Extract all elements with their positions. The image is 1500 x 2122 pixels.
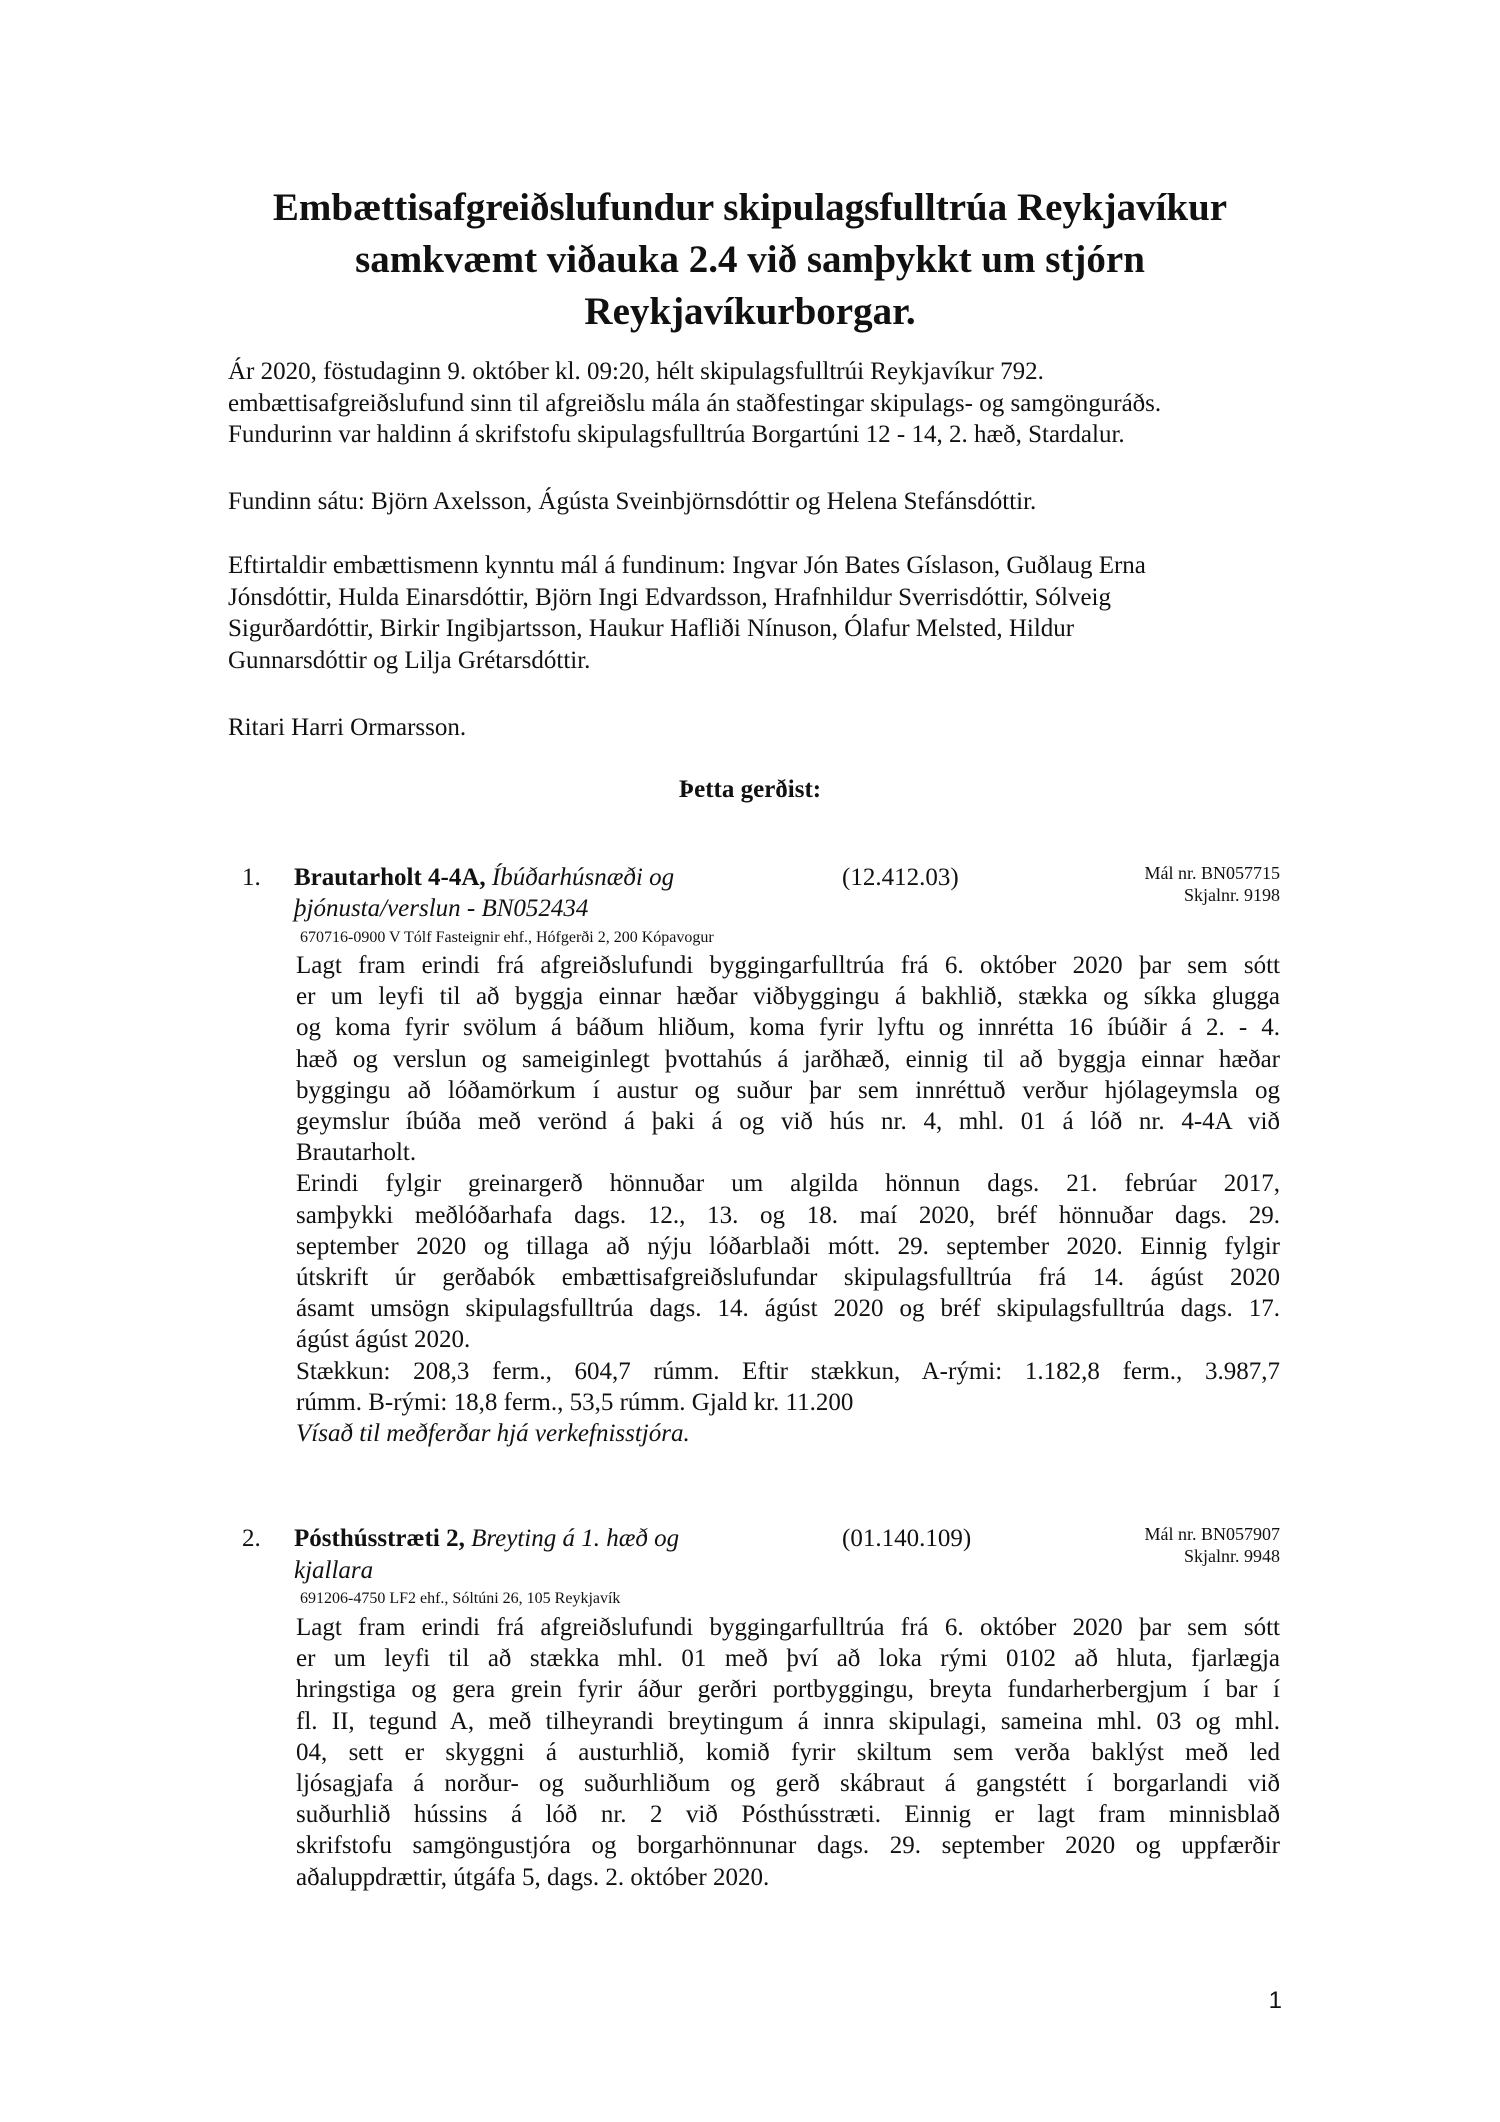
case-number: Mál nr. BN057907: [1144, 1524, 1280, 1544]
intro-paragraph: [228, 356, 1308, 451]
body-line: Stækkun: 208,3 ferm., 604,7 rúmm. Eftir stækkun, A-rými: 1.182,8 ferm., 3.987,7: [296, 1357, 1280, 1385]
item-subject-cont: kjallara: [294, 1557, 374, 1584]
item-subject: Íbúðarhúsnæði og: [491, 864, 675, 891]
item-number: 2.: [242, 1525, 261, 1552]
land-number: (01.140.109): [842, 1525, 972, 1552]
body-line: rúmm. B-rými: 18,8 ferm., 53,5 rúmm. Gjald kr. 11.200: [296, 1388, 854, 1416]
land-number: (12.412.03): [842, 864, 959, 891]
item-heading: [294, 862, 674, 894]
item-number: 1.: [242, 864, 261, 891]
officials-line: Jónsdóttir, Hulda Einarsdóttir, Björn Ingi Edvardsson, Hrafnhildur Sverrisdóttir, Sólveig: [228, 583, 1112, 611]
attendees-line: Fundinn sátu: Björn Axelsson, Ágústa Sveinbjörnsdóttir og Helena Stefánsdóttir.: [228, 488, 1037, 515]
document-number: Skjalnr. 9198: [1183, 885, 1280, 905]
officials-paragraph: [228, 550, 1308, 676]
body-line: fl. II, tegund A, með tilheyrandi breytingum á innra skipulagi, sameina mhl. 03 og mhl.: [296, 1707, 1280, 1735]
item-subject-cont: þjónusta/verslun - BN052434: [294, 895, 589, 922]
intro-line: Fundurinn var haldinn á skrifstofu skipulagsfulltrúa Borgartúni 12 - 14, 2. hæð, Stardalur.: [228, 421, 1125, 448]
body-line: Lagt fram erindi frá afgreiðslufundi byggingarfulltrúa frá 6. október 2020 þar sem sótt: [296, 1614, 1280, 1641]
item-body: [296, 1612, 1280, 1893]
body-line: hæð og verslun og sameiginlegt þvottahús á jarðhæð, einnig til að byggja einnar hæðar: [296, 1045, 1280, 1073]
document-number: Skjalnr. 9948: [1183, 1546, 1280, 1566]
body-line: skrifstofu samgöngustjóra og borgarhönnunar dags. 29. september 2020 og uppfærðir: [296, 1832, 1280, 1860]
item-heading-cont: [294, 1555, 373, 1587]
title-line: samkvæmt viðauka 2.4 við samþykkt um stjórn: [355, 238, 1145, 281]
body-line: aðaluppdrættir, útgáfa 5, dags. 2. október 2020.: [296, 1863, 770, 1891]
body-line: er um leyfi til að byggja einnar hæðar viðbyggingu á bakhlið, stækka og síkka glugga: [296, 983, 1280, 1011]
item-heading: [294, 1523, 679, 1555]
attendees-paragraph: [228, 486, 1308, 518]
page-number: 1: [1268, 1987, 1282, 2014]
body-line: hringstiga og gera grein fyrir áður gerðri portbyggingu, breyta fundarherbergjum í bar í: [296, 1676, 1280, 1704]
case-reference: [1144, 862, 1280, 906]
case-number: Mál nr. BN057715: [1144, 863, 1280, 883]
officials-line: Sigurðardóttir, Birkir Ingibjartsson, Haukur Hafliði Nínuson, Ólafur Melsted, Hildur: [228, 615, 1075, 642]
secretary-line: Ritari Harri Ormarsson.: [228, 714, 467, 741]
body-line: september 2020 og tillaga að nýju lóðarblaði mótt. 29. september 2020. Einnig fylgir: [296, 1232, 1280, 1260]
body-line: ljósagjafa á norður- og suðurhliðum og gerð skábraut á gangstétt í borgarlandi við: [296, 1770, 1280, 1798]
document-title: [200, 182, 1300, 338]
body-line: suðurhlið hússins á lóð nr. 2 við Pósthússtræti. Einnig er lagt fram minnisblað: [296, 1801, 1280, 1829]
case-reference: [1144, 1523, 1280, 1567]
body-line: ásamt umsögn skipulagsfulltrúa dags. 14. ágúst 2020 og bréf skipulagsfulltrúa dags. 17.: [296, 1295, 1280, 1323]
item-address: Brautarholt 4-4A,: [294, 864, 486, 891]
item-address: Pósthússtræti 2,: [294, 1525, 465, 1552]
officials-line: Eftirtaldir embættismenn kynntu mál á fundinum: Ingvar Jón Bates Gíslason, Guðlaug Erna: [228, 552, 1146, 579]
body-line: Brautarholt.: [296, 1139, 417, 1167]
body-line: Erindi fylgir greinargerð hönnuðar um algilda hönnun dags. 21. febrúar 2017,: [296, 1170, 1280, 1198]
item-heading-cont: [294, 893, 588, 925]
section-heading: Þetta gerðist:: [678, 776, 822, 803]
decision-line: Vísað til meðferðar hjá verkefnisstjóra.: [296, 1420, 690, 1448]
body-line: útskrift úr gerðabók embættisafgreiðslufundar skipulagsfulltrúa frá 14. ágúst 2020: [296, 1264, 1280, 1292]
secretary-paragraph: [228, 712, 1308, 744]
applicant-info: 691206-4750 LF2 ehf., Sóltúni 26, 105 Reykjavík: [300, 1590, 621, 1607]
body-line: og koma fyrir svölum á báðum hliðum, koma fyrir lyftu og innrétta 16 íbúðir á 2. - 4.: [296, 1014, 1280, 1042]
body-line: samþykki meðlóðarhafa dags. 12., 13. og 18. maí 2020, bréf hönnuðar dags. 29.: [296, 1201, 1280, 1229]
body-line: Lagt fram erindi frá afgreiðslufundi byggingarfulltrúa frá 6. október 2020 þar sem sótt: [296, 952, 1280, 979]
intro-line: embættisafgreiðslufund sinn til afgreiðslu mála án staðfestingar skipulags- og samgönguráðs.: [228, 389, 1162, 417]
body-line: er um leyfi til að stækka mhl. 01 með því að loka rými 0102 að hluta, fjarlægja: [296, 1645, 1280, 1673]
item-subject: Breyting á 1. hæð og: [471, 1525, 680, 1552]
title-line: Embættisafgreiðslufundur skipulagsfulltrúa Reykjavíkur: [272, 186, 1228, 229]
officials-line: Gunnarsdóttir og Lilja Grétarsdóttir.: [228, 646, 591, 674]
body-line: 04, sett er skyggni á austurhlið, komið fyrir skiltum sem verða baklýst með led: [296, 1738, 1280, 1766]
title-line: Reykjavíkurborgar.: [584, 290, 916, 333]
body-line: ágúst ágúst 2020.: [296, 1326, 471, 1354]
intro-line: Ár 2020, föstudaginn 9. október kl. 09:20, hélt skipulagsfulltrúi Reykjavíkur 792.: [228, 358, 1044, 385]
item-body: [296, 950, 1280, 1449]
body-line: byggingu að lóðamörkum í austur og suður þar sem innréttuð verður hjólageymsla og: [296, 1076, 1280, 1104]
applicant-info: 670716-0900 V Tólf Fasteignir ehf., Hófgerði 2, 200 Kópavogur: [300, 929, 714, 946]
body-line: geymslur íbúða með verönd á þaki á og við hús nr. 4, mhl. 01 á lóð nr. 4-4A við: [296, 1108, 1280, 1136]
